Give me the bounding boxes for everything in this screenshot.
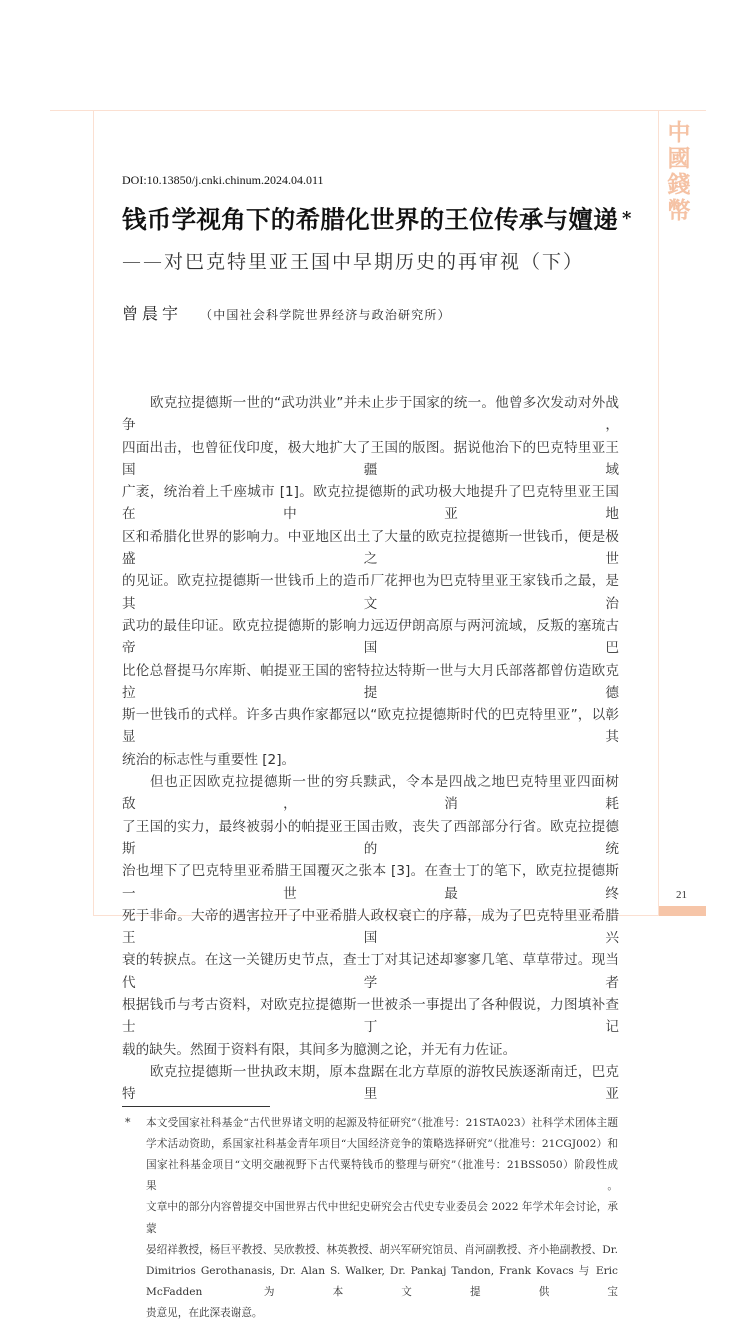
footnote-line: 文章中的部分内容曾提交中国世界古代中世纪史研究会古代史专业委员会 2022 年学术年会讨论，承蒙 bbox=[146, 1201, 618, 1235]
article-subtitle: ——对巴克特里亚王国中早期历史的再审视（下） bbox=[122, 251, 585, 273]
text-line: 载的缺失。然囿于资料有限，其间多为臆测之论，并无有力佐证。 bbox=[122, 1041, 517, 1058]
text-line: 广袤，统治着上千座城市 [1]。欧克拉提德斯的武功极大地提升了巴克特里亚王国在中亚地 bbox=[122, 484, 619, 523]
text-line: 治也埋下了巴克特里亚希腊王国覆灭之张本 [3]。在查士丁的笔下，欧克拉提德斯一世最终 bbox=[122, 863, 619, 902]
footnote-line: 国家社科基金项目“文明交融视野下古代粟特钱币的整理与研究”（批准号：21BSS050）阶段性成果。 bbox=[146, 1158, 618, 1193]
text-line: 统治的标志性与重要性 [2]。 bbox=[122, 751, 296, 768]
page-number: 21 bbox=[676, 889, 687, 901]
text-line: 欧克拉提德斯一世执政末期，原本盘踞在北方草原的游牧民族逐渐南迁，巴克特里亚 bbox=[122, 1063, 619, 1103]
logo-char: 幣 bbox=[667, 197, 691, 224]
footnote-line: 晏绍祥教授，杨巨平教授、吴欣教授、林英教授、胡兴军研究馆员、肖河副教授、齐小艳副教授、Dr. bbox=[146, 1243, 618, 1256]
footnote-line: 贵意见，在此深表谢意。 bbox=[146, 1307, 263, 1320]
text-line: 但也正因欧克拉提德斯一世的穷兵黩武，令本是四战之地巴克特里亚四面树敌，消耗 bbox=[122, 774, 619, 813]
author-affiliation: （中国社会科学院世界经济与政治研究所） bbox=[200, 308, 451, 322]
text-line: 区和希腊化世界的影响力。中亚地区出土了大量的欧克拉提德斯一世钱币，便是极盛之世 bbox=[122, 528, 619, 568]
text-line: 欧克拉提德斯一世的“武功洪业”并未止步于国家的统一。他曾多次发动对外战争， bbox=[122, 395, 619, 434]
footnote-separator bbox=[122, 1106, 270, 1107]
text-line: 了王国的实力，最终被弱小的帕提亚王国击败，丧失了西部部分行省。欧克拉提德斯的统 bbox=[122, 818, 619, 857]
journal-logo bbox=[664, 120, 694, 224]
frame-top-rule bbox=[50, 110, 706, 111]
footnote-line: Dimitrios Gerothanasis, Dr. Alan S. Walker, Dr. Pankaj Tandon, Frank Kovacs 与 Eric McFadden 为本文提供宝 bbox=[146, 1264, 618, 1299]
paragraph bbox=[122, 771, 619, 1061]
title-text: 钱币学视角下的希腊化世界的王位传承与嬗递 bbox=[122, 205, 618, 234]
logo-char: 中 bbox=[667, 119, 691, 146]
footnote-line: 学术活动资助，系国家社科基金青年项目“大国经济竞争的策略选择研究”（批准号：21CGJ002）和 bbox=[146, 1137, 618, 1150]
author-name: 曾晨宇 bbox=[122, 304, 183, 323]
article-title bbox=[122, 204, 652, 235]
article-column bbox=[122, 172, 652, 1325]
doi: DOI:10.13850/j.cnki.chinum.2024.04.011 bbox=[122, 173, 324, 187]
text-line: 四面出击，也曾征伐印度，极大地扩大了王国的版图。据说他治下的巴克特里亚王国疆域 bbox=[122, 439, 619, 478]
frame-left-rule bbox=[93, 110, 94, 916]
text-line: 比伦总督提马尔库斯、帕提亚王国的密特拉达特斯一世与大月氏部落都曾仿造欧克拉提德 bbox=[122, 662, 619, 701]
title-footnote-mark: * bbox=[622, 208, 632, 229]
page-corner-accent bbox=[659, 906, 706, 916]
footnote-marker: * bbox=[125, 1115, 131, 1129]
text-line: 武功的最佳印证。欧克拉提德斯的影响力远迈伊朗高原与两河流域，反叛的塞琉古帝国巴 bbox=[122, 617, 619, 657]
text-line: 的见证。欧克拉提德斯一世钱币上的造币厂花押也为巴克特里亚王家钱币之最，是其文治 bbox=[122, 573, 619, 612]
logo-char: 國 bbox=[667, 145, 691, 172]
text-line: 斯一世钱币的式样。许多古典作家都冠以“欧克拉提德斯时代的巴克特里亚”，以彰显其 bbox=[122, 707, 619, 746]
footnote bbox=[146, 1113, 618, 1325]
paragraph bbox=[122, 392, 619, 771]
text-line: 死于非命。大帝的遇害拉开了中亚希腊人政权衰亡的序幕，成为了巴克特里亚希腊王国兴 bbox=[122, 907, 619, 947]
logo-char: 錢 bbox=[667, 171, 691, 198]
paragraph bbox=[122, 1061, 619, 1106]
author-line bbox=[122, 303, 652, 326]
text-line: 根据钱币与考古资料，对欧克拉提德斯一世被杀一事提出了各种假说，力图填补查士丁记 bbox=[122, 997, 619, 1036]
footnote-line: 本文受国家社科基金“古代世界诸文明的起源及特征研究”（批准号：21STA023）社科学术团体主题 bbox=[146, 1116, 618, 1129]
footnote-block bbox=[122, 1113, 619, 1325]
text-line: 衰的转捩点。在这一关键历史节点，查士丁对其记述却寥寥几笔、草草带过。现当代学者 bbox=[122, 952, 619, 991]
body-text bbox=[122, 392, 619, 1106]
frame-right-rule bbox=[658, 110, 659, 916]
